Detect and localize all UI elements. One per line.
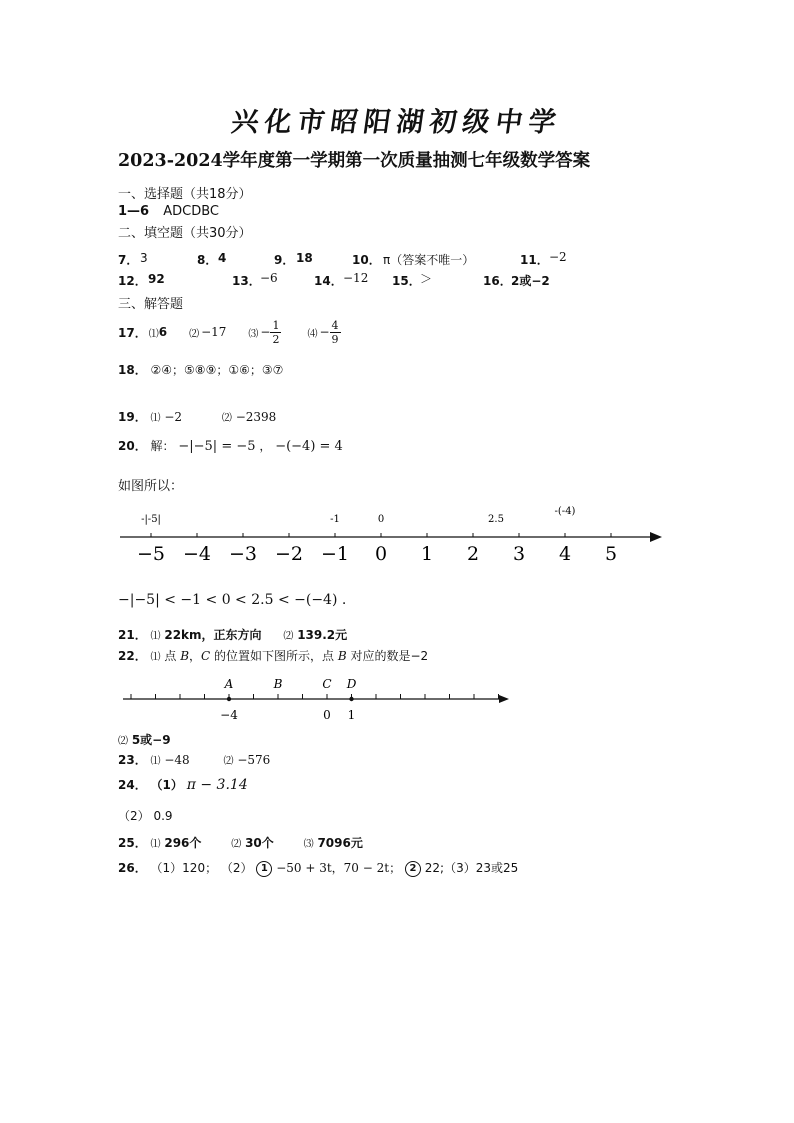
- q19-num: 19．: [118, 410, 147, 424]
- q25-num: 25．: [118, 836, 147, 850]
- q13-answer: −6: [260, 271, 278, 285]
- q26-row: 26． （1）120； （2） 1 −50 + 3t，70 − 2t； 2 22;（3）23或25: [118, 861, 519, 875]
- number-line-2-dot: [227, 697, 231, 701]
- q24-answer-1: π − 3.14: [186, 777, 248, 793]
- number-line-2-value-label: 0: [323, 708, 331, 722]
- number-line-1-point-label: -|-5|: [141, 514, 161, 525]
- q24-row: 24． （1） π − 3.14: [118, 777, 248, 793]
- q11-answer: −2: [549, 250, 567, 264]
- number-line-1-tick-label: 4: [558, 543, 572, 565]
- q7-answer: 3: [140, 251, 148, 265]
- q16-answer: 2或−2: [511, 274, 550, 288]
- q25-answer-1: 296个: [164, 836, 202, 850]
- number-line-2-dot: [349, 697, 353, 701]
- number-line-1-tick-label: −5: [136, 543, 166, 565]
- q26-num: 26．: [118, 861, 147, 875]
- number-line-1-tick-label: 5: [604, 543, 618, 565]
- number-line-1-tick-label: 1: [420, 543, 434, 565]
- q23-answer-2: −576: [237, 753, 271, 767]
- q23-num: 23．: [118, 753, 147, 767]
- q17-answer-1: 6: [158, 325, 168, 339]
- q18-row: [118, 361, 283, 378]
- number-line-2-value-label: −4: [220, 708, 238, 722]
- number-line-1-tick-label: 2: [466, 543, 480, 565]
- number-line-2-value-label: 1: [347, 708, 356, 722]
- q22-part2-row: ⑵ 5或−9: [118, 733, 171, 747]
- q25-answer-2: 30个: [245, 836, 274, 850]
- section2-heading: 二、填空题（共30分）: [118, 226, 252, 241]
- number-line-2-point-d: D: [346, 677, 357, 691]
- q26-answer-2-2: 22;: [424, 861, 445, 875]
- q24-answer-2: 0.9: [153, 809, 173, 823]
- q23-row: 23． ⑴ −48 ⑵ −576: [118, 753, 271, 767]
- number-line-1-tick-label: 3: [512, 543, 526, 565]
- q9-num: 9．: [274, 253, 295, 267]
- q25-answer-3: 7096元: [317, 836, 363, 850]
- q20-row: 20． 解： −|−5| = −5 ， −(−4) = 4: [118, 439, 343, 454]
- q22-row: 22． ⑴ 点 B，C 的位置如下图所示，点 B 对应的数是−2: [118, 649, 429, 663]
- number-line-1-point-label: 0: [377, 514, 385, 525]
- q11-num: 11．: [520, 253, 549, 267]
- q20-eq1: −|−5| = −5: [178, 439, 256, 454]
- q21-answer-1: 22km，正东方向: [164, 628, 262, 642]
- number-line-2-point-c: C: [322, 677, 332, 691]
- q7-num: 7．: [118, 253, 139, 267]
- q14-answer: −12: [343, 271, 369, 285]
- q1-6-row: [118, 204, 219, 219]
- number-line-1-tick-label: 0: [374, 543, 388, 565]
- q26-circled-2: 2: [405, 861, 421, 877]
- number-line-1-point-label: 2.5: [488, 514, 504, 525]
- q17-num: 17．: [118, 325, 147, 340]
- q15-num: 15．: [392, 274, 421, 288]
- q21-num: 21．: [118, 628, 147, 642]
- q20-figure-caption: 如图所以：: [118, 479, 184, 494]
- q10-num: 10．: [352, 253, 381, 267]
- q24-num: 24．: [118, 778, 147, 792]
- q18-num: 18．: [118, 363, 147, 377]
- q26-expression-2: ，70 − 2t；: [331, 861, 402, 875]
- q10-answer: π（答案不唯一）: [383, 253, 475, 267]
- number-line-1-arrow: [650, 532, 662, 542]
- number-line-2-point-b: B: [273, 677, 283, 691]
- q19-answer-1: −2: [164, 410, 183, 424]
- number-line-1-point-label: -(-4): [554, 506, 576, 517]
- q25-row: 25． ⑴ 296个 ⑵ 30个 ⑶ 7096元: [118, 836, 363, 850]
- number-line-1-tick-label: −2: [274, 543, 304, 565]
- number-line-2-point-a: A: [224, 677, 234, 691]
- number-line-1-tick-label: −1: [320, 543, 350, 565]
- q16-num: 16．: [483, 274, 512, 288]
- q12-answer: 92: [148, 272, 165, 286]
- q12-num: 12．: [118, 274, 147, 288]
- q21-answer-2: 139.2元: [297, 628, 348, 642]
- q17-answer-3-fraction: $\frac{1}{2}$: [272, 318, 280, 346]
- q22-num: 22．: [118, 649, 147, 663]
- q24-part2-row: （2） 0.9: [118, 809, 173, 823]
- q26-answer-1: 120；: [182, 861, 218, 875]
- q22-answer-2: 5或−9: [131, 733, 171, 747]
- q1-6-answers: ADCDBC: [163, 204, 219, 219]
- q17-answer-4-fraction: $\frac{4}{9}$: [331, 318, 339, 346]
- number-line-2: [115, 672, 515, 727]
- q26-expression-1: −50 + 3t: [276, 861, 332, 875]
- q21-row: 21． ⑴ 22km，正东方向 ⑵ 139.2元: [118, 628, 348, 642]
- q1-6-range: 1—6: [118, 204, 150, 219]
- section3-heading: 三、解答题: [118, 297, 184, 312]
- q18-answer: ②④；⑤⑧⑨；①⑥；③⑦: [150, 363, 284, 377]
- school-name: 兴化市昭阳湖初级中学: [229, 107, 564, 138]
- q26-circled-1: 1: [256, 861, 272, 877]
- q13-num: 13．: [232, 274, 261, 288]
- q9-answer: 18: [296, 251, 313, 265]
- number-line-1: [110, 500, 670, 570]
- section1-heading: 一、选择题（共18分）: [118, 187, 252, 202]
- q8-num: 8．: [197, 253, 218, 267]
- q8-answer: 4: [218, 251, 227, 265]
- q23-answer-1: −48: [164, 753, 190, 767]
- q26-answer-3: 23或25: [475, 861, 519, 875]
- q15-answer: ＞: [420, 272, 433, 286]
- number-line-2-arrow: [499, 695, 509, 703]
- q14-num: 14．: [314, 274, 343, 288]
- q19-answer-2: −2398: [235, 410, 277, 424]
- q19-row: 19． ⑴ −2 ⑵ −2398: [118, 410, 277, 424]
- page-title: 2023-2024学年度第一学期第一次质量抽测七年级数学答案: [118, 151, 591, 171]
- number-line-1-tick-label: −3: [228, 543, 258, 565]
- q20-conclusion: −|−5| < −1 < 0 < 2.5 < −(−4) .: [118, 592, 347, 608]
- q17-answer-2: −17: [201, 325, 227, 339]
- number-line-1-point-label: -1: [330, 514, 340, 525]
- q20-num: 20．: [118, 439, 147, 453]
- q17-row: 17． ⑴ 6 ⑵ −17 ⑶ − $\frac{1}{2}$ ⑷ − $\frac{4}{9}$: [118, 318, 339, 346]
- q20-eq2: −(−4) = 4: [275, 439, 343, 454]
- number-line-1-tick-label: −4: [182, 543, 212, 565]
